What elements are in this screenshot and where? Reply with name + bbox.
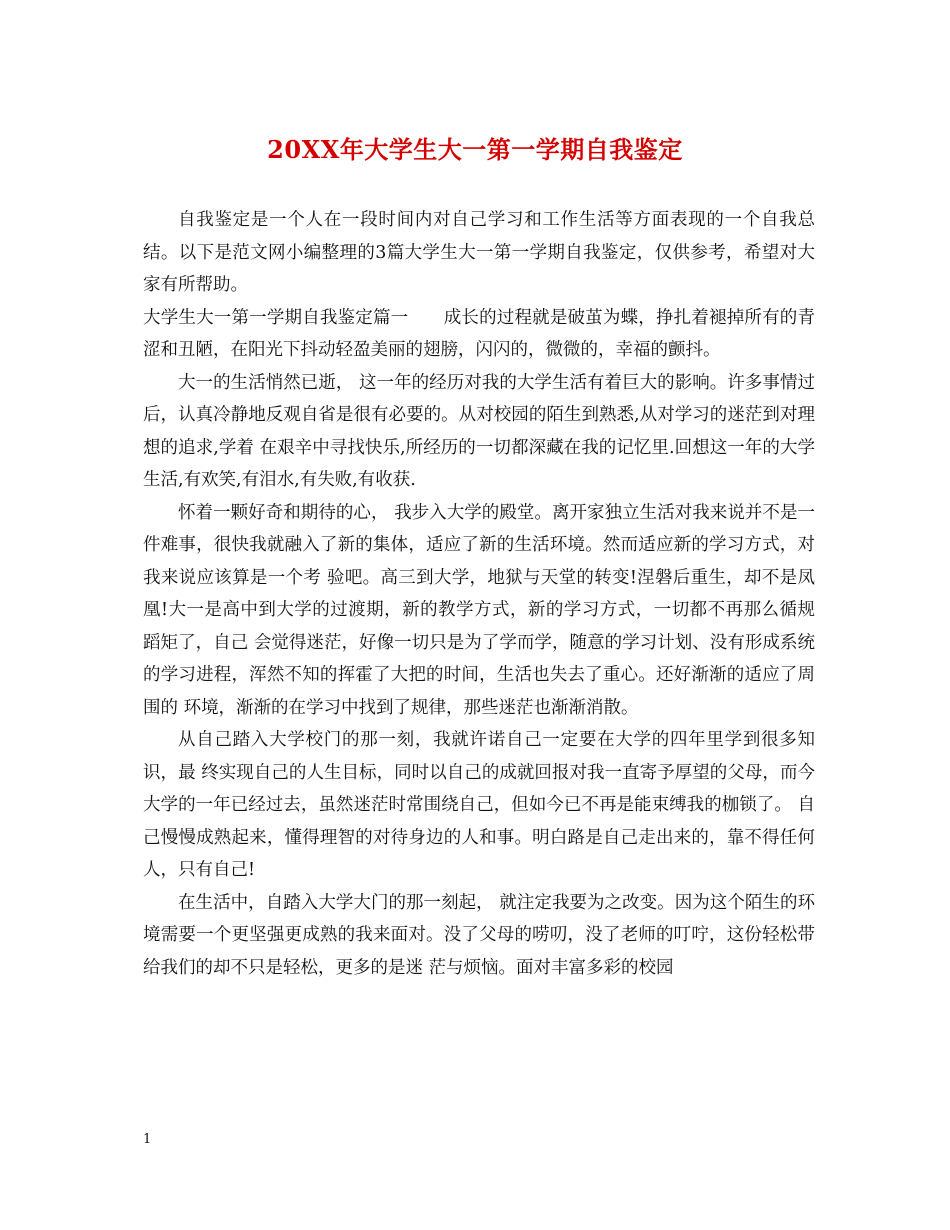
page-number: 1 — [143, 1132, 152, 1147]
paragraph-body: 在生活中，自踏入大学大门的那一刻起， 就注定我要为之改变。因为这个陌生的环境需要一个更坚强更成熟的我来面对。没了父母的唠叨，没了老师的叮咛，这份轻松带给我们的却不只是轻松，更多的是迷 茫与烦恼。面对丰富多彩的校园 — [143, 892, 815, 978]
document-body — [143, 204, 815, 984]
page-title: 20XX年大学生大一第一学期自我鉴定 — [267, 135, 683, 164]
paragraph-section-heading: 大学生大一第一学期自我鉴定篇一 成长的过程就是破茧为蝶，挣扎着褪掉所有的青涩和丑陋，在阳光下抖动轻盈美丽的翅膀，闪闪的，微微的，幸福的颤抖。 — [143, 307, 815, 360]
paragraph-intro: 自我鉴定是一个人在一段时间内对自己学习和工作生活等方面表现的一个自我总结。以下是范文网小编整理的3篇大学生大一第一学期自我鉴定，仅供参考，希望对大家有所帮助。 — [143, 210, 815, 295]
paragraph-body: 从自己踏入大学校门的那一刻，我就许诺自己一定要在大学的四年里学到很多知识，最 终实现自己的人生目标，同时以自己的成就回报对我一直寄予厚望的父母，而今大学的一年已经过去，虽然迷茫时常围绕自己，但如今已不再是能束缚我的枷锁了。 自己慢慢成熟起来，懂得理智的对待身边的人和事。明白路是自己走出来的，靠不得任何人，只有自己! — [143, 730, 815, 880]
paragraph-body: 怀着一颗好奇和期待的心， 我步入大学的殿堂。离开家独立生活对我来说并不是一件难事，很快我就融入了新的集体，适应了新的生活环境。然而适应新的学习方式，对我来说应该算是一个考 验吧。高三到大学，地狱与天堂的转变!涅磐后重生，却不是凤凰!大一是高中到大学的过渡期，新的教学方式，新的学习方式，一切都不再那么循规蹈矩了，自己 会觉得迷茫，好像一切只是为了学而学，随意的学习计划、没有形成系统的学习进程，浑然不知的挥霍了大把的时间，生活也失去了重心。还好渐渐的适应了周围的 环境，渐渐的在学习中找到了规律，那些迷茫也渐渐消散。 — [143, 502, 815, 718]
paragraph-body: 大一的生活悄然已逝， 这一年的经历对我的大学生活有着巨大的影响。许多事情过后，认真冷静地反观自省是很有必要的。从对校园的陌生到熟悉,从对学习的迷茫到对理想的追求,学着 在艰辛中寻找快乐,所经历的一切都深藏在我的记忆里.回想这一年的大学生活,有欢笑,有泪水,有失败,有收获. — [143, 372, 815, 490]
